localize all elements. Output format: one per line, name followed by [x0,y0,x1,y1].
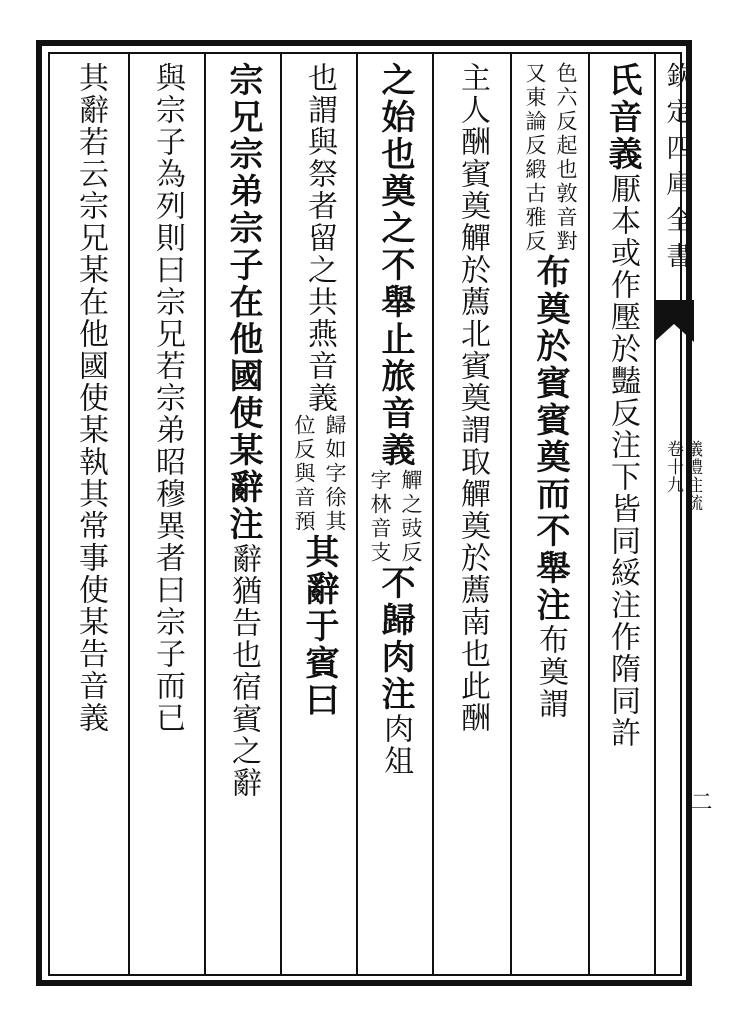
page-number: 二 [687,790,712,812]
text-column [514,62,586,974]
annotation-pair [524,62,576,254]
commentary-text: 厭本或作壓於豔反注下皆同綏注作隋同許 [605,173,640,749]
column-rule [204,52,206,976]
main-text: 布奠於賓賓奠而不舉注 [530,254,570,624]
main-text: 之始也奠之不舉止旅音義 [375,62,415,469]
annotation-text: 觶之豉反 [399,469,423,565]
commentary-text: 也謂與祭者留之共燕音義 [302,62,337,414]
main-text: 不歸肉注 [375,565,415,713]
annotation-text: 又東論反緞古雅反 [523,62,547,254]
margin-rule [654,52,656,976]
text-column [360,62,430,974]
column-rule [356,52,358,976]
fishtail-ornament [654,300,694,342]
column-rule [588,52,590,976]
text-column [284,62,354,974]
volume-number: 卷十九 [663,440,683,494]
book-series-title: 欽定四庫全書 [662,62,692,278]
annotation-text: 歸如字徐其 [323,414,347,534]
text-column [592,62,652,974]
commentary-text: 其辭若云宗兄某在他國使某執其常事使某告音義 [73,62,108,734]
commentary-text: 肉俎 [378,713,413,777]
main-text: 氏音義 [602,62,642,173]
column-rule [128,52,130,976]
column-rule [432,52,434,976]
commentary-text: 主人酬賓奠觶於薦北賓奠謂取觶奠於薦南也此酬 [455,62,490,734]
annotation-text: 位反與音預 [292,414,316,534]
main-text: 其辭于賓曰 [299,534,339,719]
volume-label [664,440,700,512]
text-column [54,62,126,974]
commentary-text: 布奠謂 [533,624,568,720]
commentary-text: 與宗子為列則曰宗兄若宗弟昭穆異者曰宗子而已 [150,62,185,734]
annotation-text: 字林音支 [368,469,392,565]
text-column [436,62,508,974]
commentary-text: 辭猶告也宿賓之辭 [226,543,261,799]
main-text: 宗兄宗弟宗子在他國使某辭注 [223,62,263,543]
annotation-pair [369,469,421,565]
column-rule [280,52,282,976]
text-column [132,62,202,974]
column-rule [510,52,512,976]
text-column [208,62,278,974]
book-title: 儀禮注疏 [682,440,702,512]
annotation-text: 色六反起也敦音對 [554,62,578,254]
annotation-pair [293,414,345,534]
